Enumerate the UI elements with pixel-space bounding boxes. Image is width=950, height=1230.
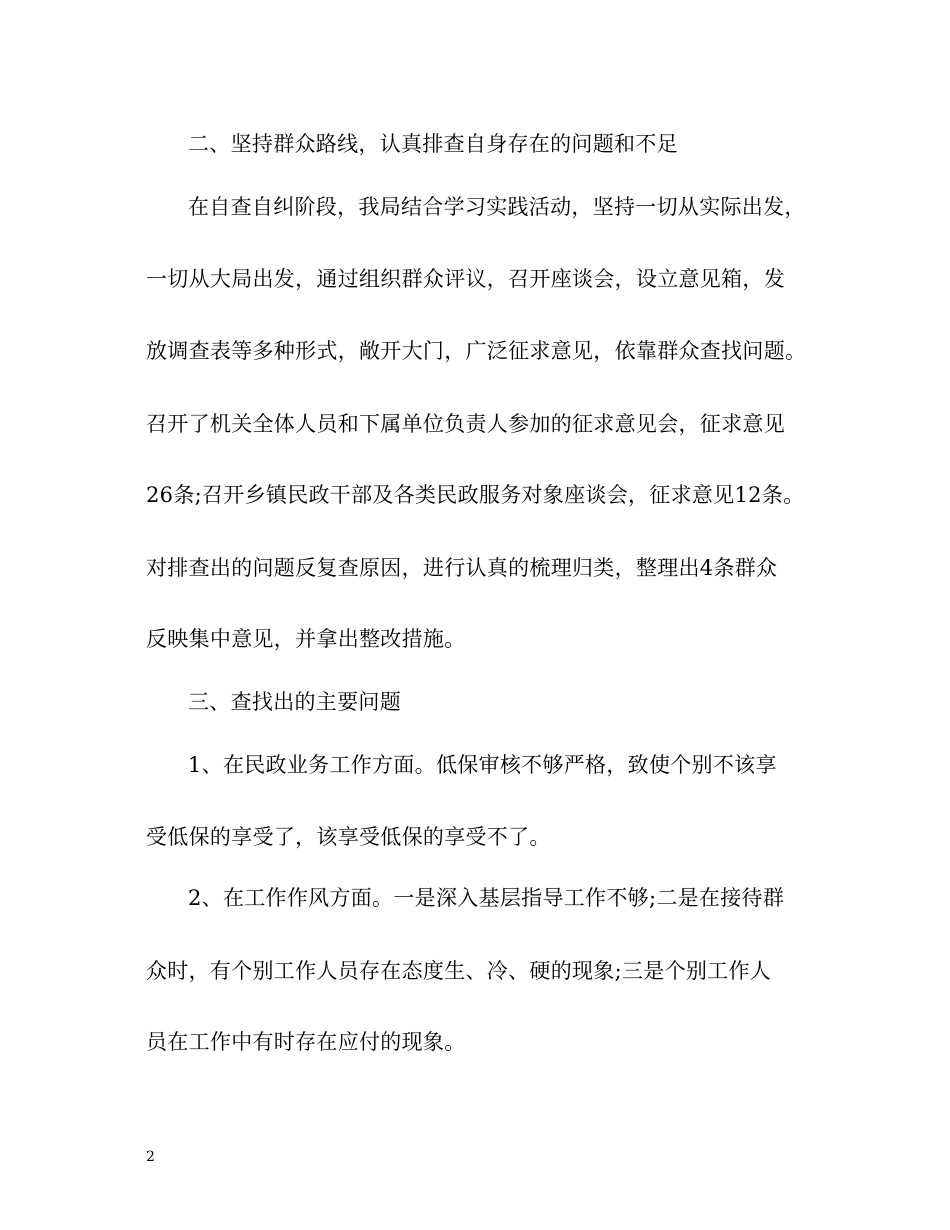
paragraph-line: 在自查自纠阶段，我局结合学习实践活动，坚持一切从实际出发，: [188, 195, 806, 219]
list-item-2-line: 员在工作中有时存在应付的现象。: [146, 1030, 466, 1054]
list-item-2-line: 2、在工作作风方面。一是深入基层指导工作不够;二是在接待群: [188, 886, 785, 910]
paragraph-line: 26条;召开乡镇民政干部及各类民政服务对象座谈会，征求意见12条。: [146, 483, 805, 507]
section-heading-3: 三、查找出的主要问题: [188, 690, 401, 714]
paragraph-line: 一切从大局出发，通过组织群众评议，召开座谈会，设立意见箱，发: [146, 267, 785, 291]
paragraph-line: 反映集中意见，并拿出整改措施。: [146, 627, 466, 651]
list-item-2-line: 众时，有个别工作人员存在态度生、冷、硬的现象;三是个别工作人: [146, 959, 772, 983]
paragraph-line: 对排查出的问题反复查原因，进行认真的梳理归类，整理出4条群众: [146, 556, 778, 580]
list-item-1-line: 1、在民政业务工作方面。低保审核不够严格，致使个别不该享: [188, 753, 777, 777]
section-heading-2: 二、坚持群众路线，认真排查自身存在的问题和不足: [188, 132, 678, 156]
paragraph-line: 召开了机关全体人员和下属单位负责人参加的征求意见会，征求意见: [146, 412, 785, 436]
page-number: 2: [146, 1149, 155, 1165]
list-item-1-line: 受低保的享受了，该享受低保的享受不了。: [146, 825, 551, 849]
paragraph-line: 放调查表等多种形式，敞开大门，广泛征求意见，依靠群众查找问题。: [146, 339, 807, 363]
